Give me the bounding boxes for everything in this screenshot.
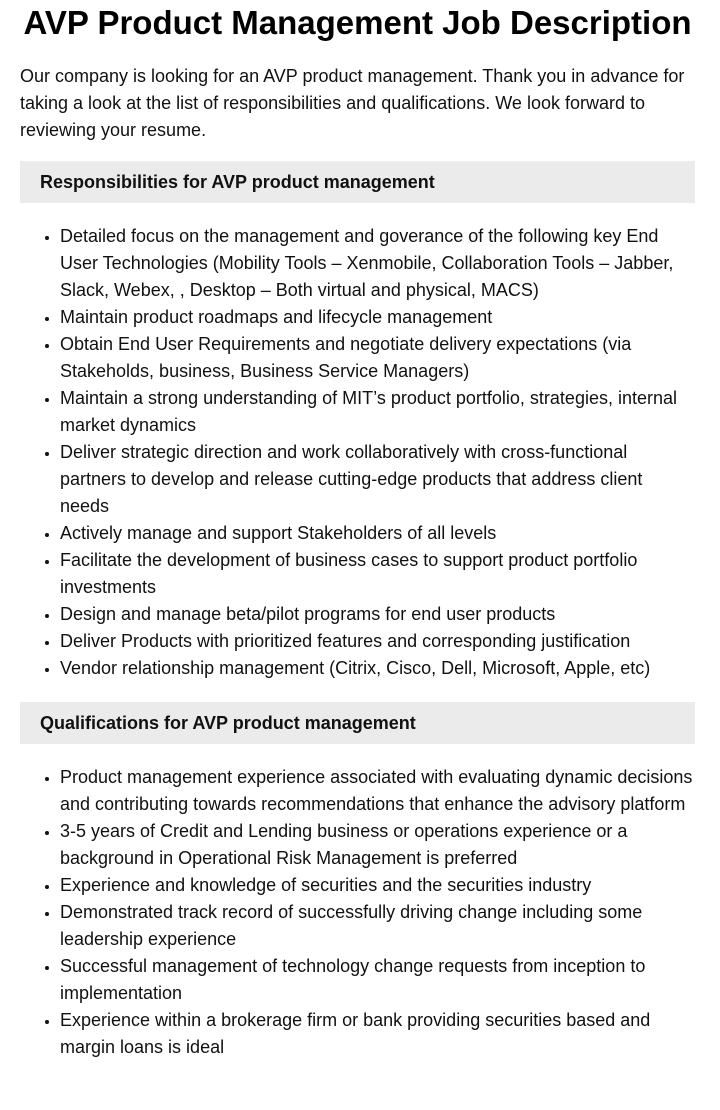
page-title: AVP Product Management Job Description <box>23 4 692 41</box>
list-item: • Successful management of technology change requests from inception to implementation <box>60 953 695 1007</box>
list-item: • Deliver strategic direction and work collaboratively with cross-functional partners to develop and release cutting-edge products that address client needs <box>60 439 695 520</box>
list-item: • 3-5 years of Credit and Lending business or operations experience or a background in Operational Risk Management is preferred <box>60 818 695 872</box>
responsibilities-heading: Responsibilities for AVP product management <box>20 161 695 203</box>
responsibilities-list <box>20 223 695 682</box>
list-item: • Product management experience associated with evaluating dynamic decisions and contributing towards recommendations that enhance the advisory platform <box>60 764 695 818</box>
list-item: • Actively manage and support Stakeholders of all levels <box>60 520 695 547</box>
list-item: • Experience within a brokerage firm or bank providing securities based and margin loans is ideal <box>60 1007 695 1061</box>
list-item: • Facilitate the development of business cases to support product portfolio investments <box>60 547 695 601</box>
list-item: • Detailed focus on the management and goverance of the following key End User Technologies (Mobility Tools – Xenmobile, Collaboration Tools – Jabber, Slack, Webex, , Desktop – Both virtual and physical, MACS) <box>60 223 695 304</box>
intro-paragraph: Our company is looking for an AVP product management. Thank you in advance for taking a look at the list of responsibilities and qualifications. We look forward to reviewing your resume. <box>20 66 685 140</box>
list-item: • Experience and knowledge of securities and the securities industry <box>60 872 695 899</box>
list-item: • Maintain a strong understanding of MIT’s product portfolio, strategies, internal market dynamics <box>60 385 695 439</box>
qualifications-heading: Qualifications for AVP product management <box>20 702 695 744</box>
list-item: • Vendor relationship management (Citrix, Cisco, Dell, Microsoft, Apple, etc) <box>60 655 695 682</box>
qualifications-list <box>20 764 695 1061</box>
list-item: • Design and manage beta/pilot programs for end user products <box>60 601 695 628</box>
list-item: • Maintain product roadmaps and lifecycle management <box>60 304 695 331</box>
list-item: • Obtain End User Requirements and negotiate delivery expectations (via Stakeholds, business, Business Service Managers) <box>60 331 695 385</box>
list-item: • Deliver Products with prioritized features and corresponding justification <box>60 628 695 655</box>
list-item: • Demonstrated track record of successfully driving change including some leadership experience <box>60 899 695 953</box>
